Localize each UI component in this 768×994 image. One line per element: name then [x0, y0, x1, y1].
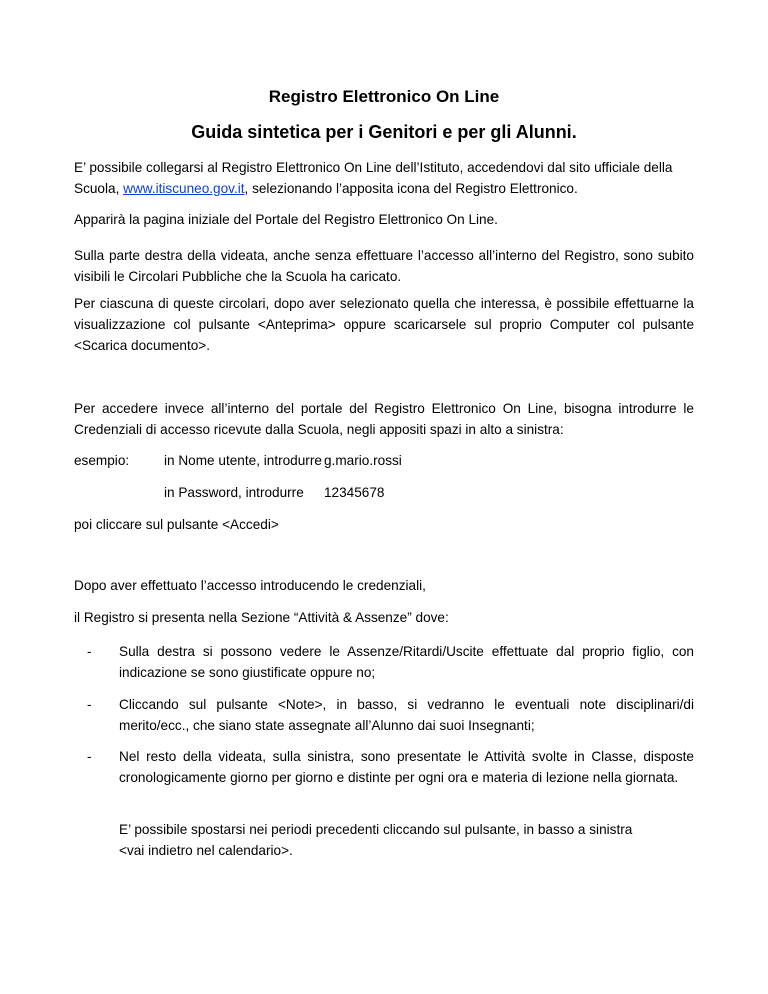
- paragraph-circolari: Sulla parte destra della videata, anche senza effettuare l’accesso all’interno del Registro, sono subito visibili le Circolari Pubbliche che la Scuola ha caricato.: [74, 248, 694, 284]
- school-website-link[interactable]: www.itiscuneo.gov.it: [123, 181, 245, 196]
- paragraph-portal: Apparirà la pagina iniziale del Portale del Registro Elettronico On Line.: [74, 212, 498, 227]
- example-username-label: in Nome utente, introdurre: [164, 453, 322, 468]
- paragraph-calendario-1: E’ possibile spostarsi nei periodi precedenti cliccando sul pulsante, in basso a sinistra: [119, 822, 633, 837]
- bullet-text: Sulla destra si possono vedere le Assenze/Ritardi/Uscite effettuate dal proprio figlio, con indicazione se sono giustificate oppure no;: [119, 644, 694, 680]
- intro-text-before: E’ possibile collegarsi al Registro Elettronico On Line dell’Istituto, accedendovi dal sito ufficiale della Scuola,: [74, 160, 673, 196]
- bullet-dash: -: [87, 697, 92, 712]
- example-password-value: 12345678: [324, 485, 385, 500]
- paragraph-accedi: poi cliccare sul pulsante <Accedi>: [74, 517, 279, 532]
- paragraph-dopo-accesso: Dopo aver effettuato l’accesso introducendo le credenziali,: [74, 578, 426, 593]
- paragraph-calendario-2: <vai indietro nel calendario>.: [119, 843, 293, 858]
- bullet-text: Cliccando sul pulsante <Note>, in basso, si vedranno le eventuali note disciplinari/di merito/ecc., che siano state assegnate all’Alunno dai suoi Insegnanti;: [119, 697, 694, 733]
- bullet-dash: -: [87, 644, 92, 659]
- paragraph-intro: [74, 157, 694, 199]
- paragraph-anteprima: Per ciascuna di queste circolari, dopo aver selezionato quella che interessa, è possibile effettuarne la visualizzazione col pulsante <Anteprima> oppure scaricarsele sul proprio Computer col pulsante <Scarica documento>.: [74, 296, 694, 353]
- paragraph-credenziali: Per accedere invece all’interno del portale del Registro Elettronico On Line, bisogna introdurre le Credenziali di accesso ricevute dalla Scuola, negli appositi spazi in alto a sinistra:: [74, 401, 694, 437]
- intro-text-after: , selezionando l’apposita icona del Registro Elettronico.: [244, 181, 578, 196]
- paragraph-sezione: il Registro si presenta nella Sezione “Attività & Assenze” dove:: [74, 610, 449, 625]
- bullet-text: Nel resto della videata, sulla sinistra, sono presentate le Attività svolte in Classe, disposte cronologicamente giorno per giorno e distinte per ogni ora e materia di lezione nella giornata.: [119, 749, 694, 785]
- example-label: esempio:: [74, 453, 130, 468]
- example-password-label: in Password, introdurre: [164, 485, 304, 500]
- example-username-value: g.mario.rossi: [324, 453, 402, 468]
- document-title: Registro Elettronico On Line: [268, 87, 500, 106]
- document-subtitle: Guida sintetica per i Genitori e per gli Alunni.: [191, 122, 577, 142]
- bullet-dash: -: [87, 749, 92, 764]
